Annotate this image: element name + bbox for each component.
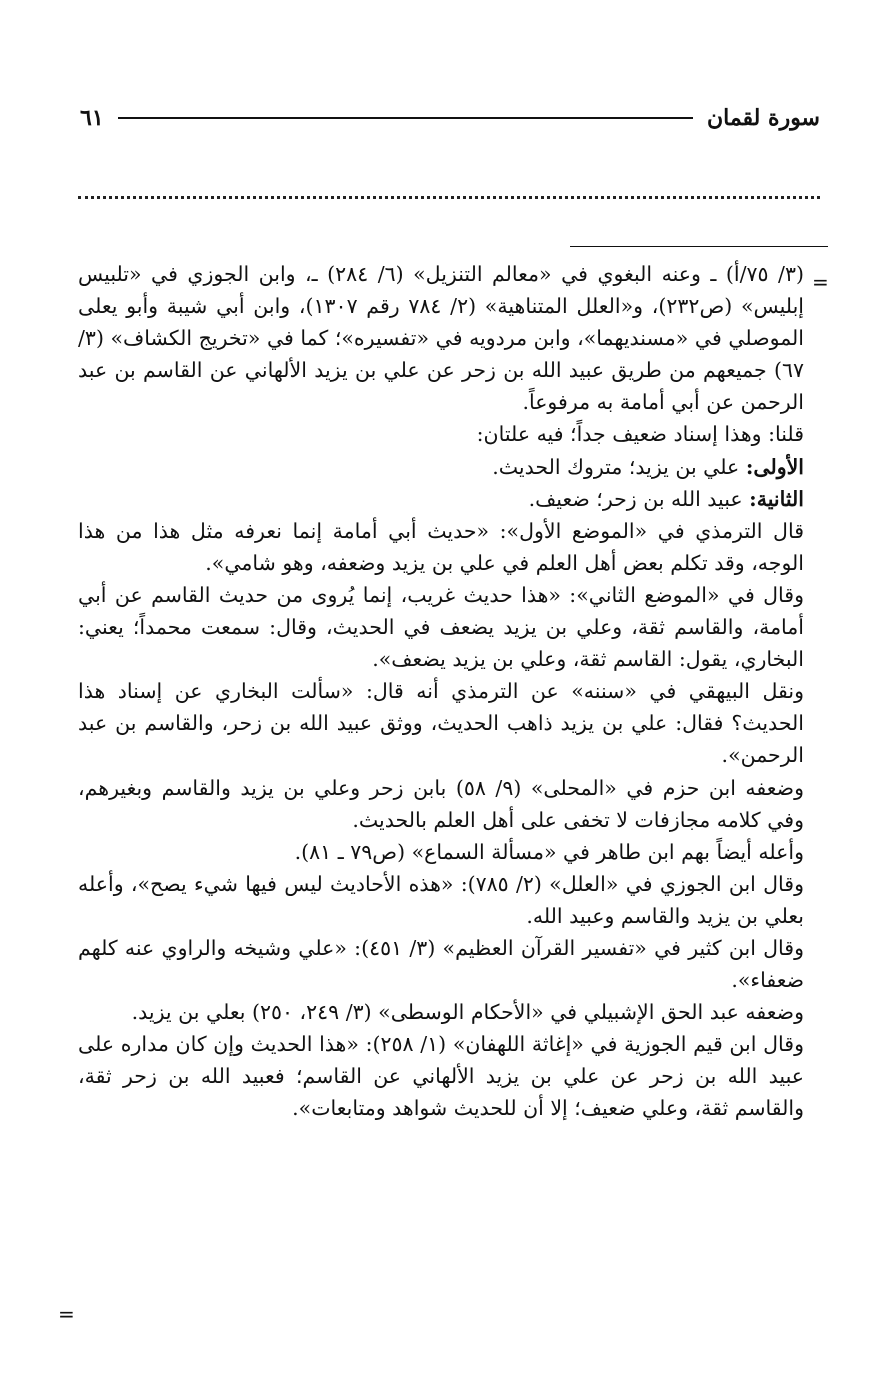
paragraph-label: الثانية: bbox=[749, 486, 804, 511]
paragraph-text: وضعفه عبد الحق الإشبيلي في «الأحكام الوسطى» (٣/ ٢٤٩، ٢٥٠) بعلي بن يزيد. bbox=[131, 1000, 804, 1025]
paragraph-text: علي بن يزيد؛ متروك الحديث. bbox=[492, 454, 746, 479]
paragraph-text: (٣/ ٧٥/أ) ـ وعنه البغوي في «معالم التنزيل» (٦/ ٢٨٤) ـ، وابن الجوزي في «تلبيس إبليس» (ص٢٣٢)، و«العلل المتناهية» (٢/ ٧٨٤ رقم ١٣٠٧)، وابن أبي شيبة وأبو يعلى الموصلي في «مسنديهما»، وابن مردويه في «تفسيره»؛ كما في «تخريج الكشاف» (٣/ ٦٧) جميعهم من طريق عبيد الله بن زحر عن علي بن يزيد الألهاني عن القاسم بن عبد الرحمن عن أبي أمامة به مرفوعاً. bbox=[78, 262, 804, 415]
footnote-body bbox=[78, 258, 804, 1125]
surah-title: سورة لقمان bbox=[706, 105, 820, 131]
page-number: ٦١ bbox=[80, 105, 104, 131]
continuation-mark-bottom: = bbox=[58, 1302, 75, 1326]
paragraph bbox=[78, 483, 804, 515]
continuation-mark-top: = bbox=[812, 270, 829, 294]
page-header bbox=[80, 98, 820, 138]
paragraph bbox=[78, 836, 804, 868]
paragraph-text: عبيد الله بن زحر؛ ضعيف. bbox=[528, 486, 750, 511]
paragraph bbox=[78, 579, 804, 675]
paragraph bbox=[78, 451, 804, 483]
paragraph bbox=[78, 675, 804, 771]
paragraph-text: قلنا: وهذا إسناد ضعيف جداً؛ فيه علتان: bbox=[476, 422, 804, 447]
paragraph bbox=[78, 996, 804, 1028]
footnote-separator bbox=[570, 246, 828, 247]
paragraph-text: وضعفه ابن حزم في «المحلى» (٩/ ٥٨) بابن زحر وعلي بن يزيد والقاسم وبغيرهم، وفي كلامه مجازفات لا تخفى على أهل العلم بالحديث. bbox=[78, 775, 804, 832]
paragraph-text: وأعله أيضاً بهم ابن طاهر في «مسألة السماع» (ص٧٩ ـ ٨١). bbox=[294, 839, 804, 864]
paragraph bbox=[78, 258, 804, 418]
paragraph-label: الأولى: bbox=[745, 454, 804, 479]
paragraph bbox=[78, 868, 804, 932]
paragraph-text: قال الترمذي في «الموضع الأول»: «حديث أبي أمامة إنما نعرفه مثل هذا من هذا الوجه، وقد تكلم بعض أهل العلم في علي بن يزيد وضعفه، وهو شامي». bbox=[78, 518, 804, 575]
paragraph-text: وقال في «الموضع الثاني»: «هذا حديث غريب، إنما يُروى من حديث القاسم عن أبي أمامة، والقاسم ثقة، وعلي بن يزيد يضعف في الحديث، وقال: سمعت محمداً؛ يعني: البخاري، يقول: القاسم ثقة، وعلي بن يزيد يضعف». bbox=[78, 582, 804, 672]
dotted-separator bbox=[78, 196, 820, 199]
paragraph-text: وقال ابن قيم الجوزية في «إغاثة اللهفان» (١/ ٢٥٨): «هذا الحديث وإن كان مداره على عبيد الله بن زحر عن علي بن يزيد الألهاني عن القاسم؛ فعبيد الله بن زحر ثقة، والقاسم ثقة، وعلي ضعيف؛ إلا أن للحديث شواهد ومتابعات». bbox=[78, 1032, 804, 1121]
paragraph-text: وقال ابن الجوزي في «العلل» (٢/ ٧٨٥): «هذه الأحاديث ليس فيها شيء يصح»، وأعله بعلي بن يزيد والقاسم وعبيد الله. bbox=[78, 871, 804, 928]
paragraph-text: وقال ابن كثير في «تفسير القرآن العظيم» (٣/ ٤٥١): «علي وشيخه والراوي عنه كلهم ضعفاء». bbox=[78, 935, 804, 993]
paragraph bbox=[78, 772, 804, 836]
paragraph bbox=[78, 932, 804, 996]
header-rule bbox=[118, 117, 693, 119]
paragraph bbox=[78, 418, 804, 450]
paragraph-text: ونقل البيهقي في «سننه» عن الترمذي أنه قال: «سألت البخاري عن إسناد هذا الحديث؟ فقال: علي بن يزيد ذاهب الحديث، ووثق عبيد الله بن زحر، والقاسم بن عبد الرحمن». bbox=[78, 679, 804, 768]
paragraph bbox=[78, 1028, 804, 1124]
paragraph bbox=[78, 515, 804, 579]
